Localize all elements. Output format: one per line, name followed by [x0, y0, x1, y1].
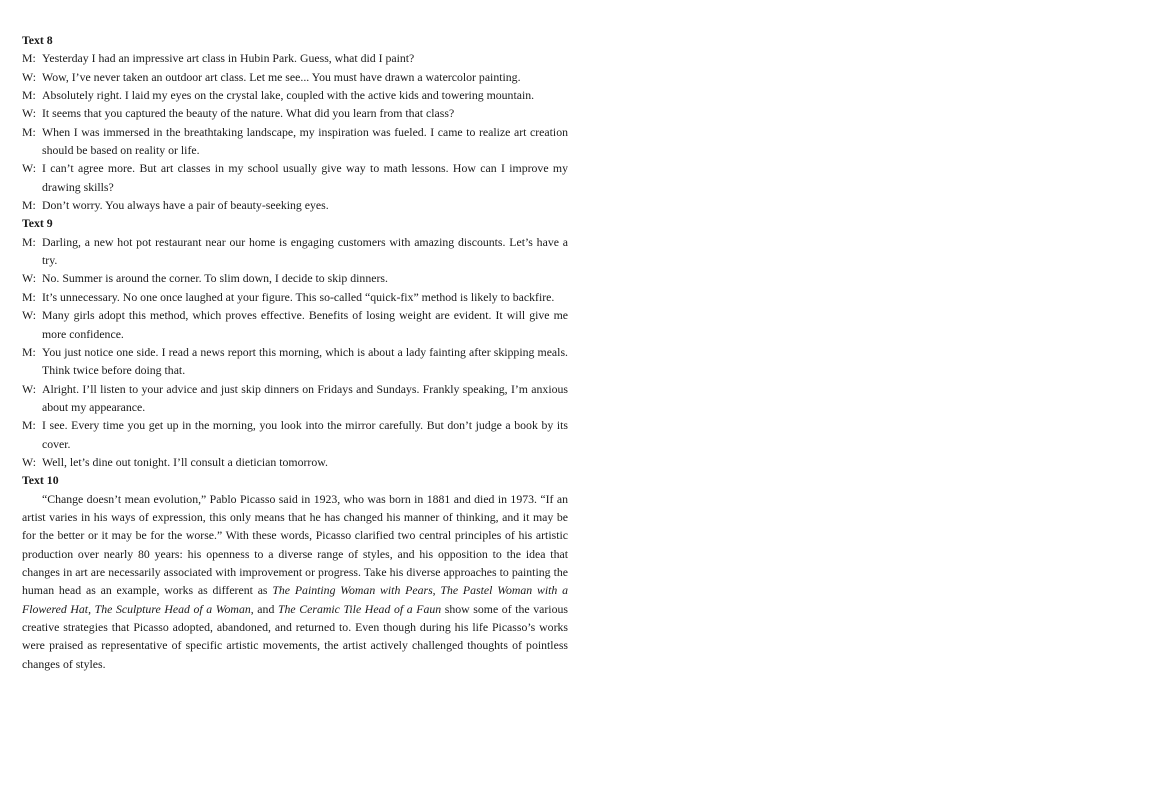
dialogue-text: Alright. I’ll listen to your advice and just skip dinners on Fridays and Sundays. Frankly speaking, I’m anxious about my appearance. — [42, 381, 568, 414]
dialogue-line — [22, 86, 568, 104]
speaker-label: M: — [22, 289, 36, 304]
dialogue-text: Absolutely right. I laid my eyes on the crystal lake, coupled with the active kids and towering mountain. — [42, 88, 535, 103]
speaker-label: M: — [22, 51, 36, 66]
artwork-title: The Sculpture Head of a Woman — [94, 601, 251, 616]
speaker-label: M: — [22, 198, 36, 213]
dialogue-text: Darling, a new hot pot restaurant near our home is engaging customers with amazing discounts. Let’s have a try. — [42, 234, 568, 268]
speaker-label: W: — [22, 271, 36, 286]
dialogue-text: It seems that you captured the beauty of the nature. What did you learn from that class? — [42, 106, 455, 121]
dialogue-text: No. Summer is around the corner. To slim down, I decide to skip dinners. — [42, 271, 388, 286]
speaker-label: W: — [22, 106, 36, 121]
dialogue-line — [22, 68, 568, 86]
dialogue-text: Yesterday I had an impressive art class in Hubin Park. Guess, what did I paint? — [42, 51, 415, 66]
speaker-label: M: — [22, 124, 36, 139]
dialogue-text: I see. Every time you get up in the morning, you look into the mirror carefully. But don’t judge a book by its cover. — [42, 418, 568, 451]
speaker-label: W: — [22, 69, 36, 84]
speaker-label: W: — [22, 308, 36, 323]
artwork-title: The Painting Woman with Pears — [272, 583, 433, 598]
separator: , — [432, 583, 441, 598]
dialogue-line — [22, 123, 568, 160]
dialogue-text: You just notice one side. I read a news report this morning, which is about a lady fainting after skipping meals. Think twice before doing that. — [42, 344, 568, 378]
speaker-label: W: — [22, 454, 36, 469]
text10-passage — [22, 490, 568, 673]
text9-dialogue — [22, 233, 568, 471]
artwork-title: The Pastel Woman with a Flowered Hat — [22, 583, 568, 616]
dialogue-text: When I was immersed in the breathtaking landscape, my inspiration was fueled. I came to realize art creation should be based on reality or life. — [42, 124, 568, 158]
text10-heading: Text 10 — [22, 473, 59, 488]
text8-heading: Text 8 — [22, 33, 53, 47]
speaker-label: M: — [22, 418, 36, 433]
dialogue-line — [22, 416, 568, 453]
dialogue-line — [22, 104, 568, 122]
dialogue-line — [22, 453, 568, 471]
dialogue-line — [22, 159, 568, 196]
dialogue-text: Wow, I’ve never taken an outdoor art class. Let me see... You must have drawn a watercolor painting. — [42, 69, 521, 84]
dialogue-text: Many girls adopt this method, which proves effective. Benefits of losing weight are evident. It will give me more confidence. — [42, 308, 568, 341]
dialogue-line — [22, 380, 568, 417]
speaker-label: M: — [22, 88, 36, 103]
dialogue-line — [22, 288, 568, 306]
dialogue-line — [22, 196, 568, 214]
dialogue-line — [22, 233, 568, 270]
separator: , — [88, 601, 95, 616]
passage-text: show some of the various creative strategies that Picasso adopted, abandoned, and returned to. Even though during his life Picasso’s works were praised as representative of specific artistic movements, the artist actively challenged thoughts of pointless changes of styles. — [22, 601, 568, 671]
dialogue-line — [22, 343, 568, 380]
dialogue-text: Well, let’s dine out tonight. I’ll consult a dietician tomorrow. — [42, 454, 328, 469]
passage-text: “Change doesn’t mean evolution,” Pablo Picasso said in 1923, who was born in 1881 and died in 1973. “If an artist varies in his ways of expression, this only means that he has changed his manner of thinking, and it may be for the better or it may be for the worse.” With these words, Picasso clarified two central principles of his artistic production over nearly 80 years: his openness to a diverse range of styles, and his opposition to the idea that changes in art are necessarily associated with improvement or progress. Take his diverse approaches to painting the human head as an example, works as different as — [22, 491, 568, 598]
speaker-label: M: — [22, 234, 36, 249]
dialogue-line — [22, 269, 568, 287]
speaker-label: W: — [22, 381, 36, 396]
text9-heading: Text 9 — [22, 216, 53, 231]
artwork-title: The Ceramic Tile Head of a Faun — [277, 601, 442, 616]
text8-dialogue — [22, 49, 568, 214]
dialogue-line — [22, 49, 568, 67]
dialogue-line — [22, 306, 568, 343]
document-page — [22, 31, 568, 673]
speaker-label: M: — [22, 344, 36, 359]
separator: , and — [250, 601, 275, 616]
dialogue-text: Don’t worry. You always have a pair of beauty-seeking eyes. — [42, 198, 329, 213]
speaker-label: W: — [22, 161, 36, 176]
dialogue-text: It’s unnecessary. No one once laughed at your figure. This so-called “quick-fix” method is likely to backfire. — [42, 289, 555, 304]
dialogue-text: I can’t agree more. But art classes in my school usually give way to math lessons. How can I improve my drawing skills? — [42, 161, 568, 194]
